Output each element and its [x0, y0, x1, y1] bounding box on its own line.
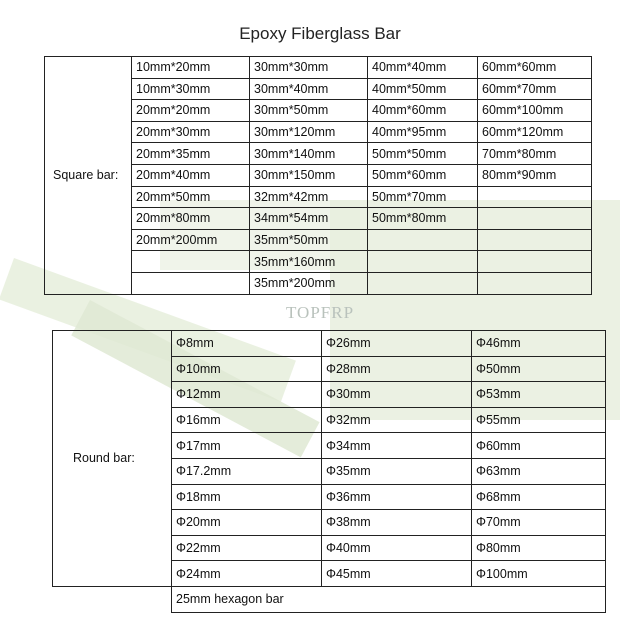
round-bar-diameter-cell: Φ80mm [472, 535, 606, 561]
table-row [45, 57, 592, 79]
table-row [53, 331, 606, 357]
square-bar-table [44, 56, 592, 295]
round-bar-diameter-cell: Φ18mm [172, 484, 322, 510]
square-bar-size-cell [368, 251, 478, 273]
round-bar-diameter-cell: Φ35mm [322, 458, 472, 484]
round-bar-diameter-cell: Φ55mm [472, 407, 606, 433]
square-bar-size-cell [478, 229, 592, 251]
square-bar-size-cell: 30mm*30mm [250, 57, 368, 79]
square-bar-size-cell: 30mm*140mm [250, 143, 368, 165]
round-bar-diameter-cell: Φ17.2mm [172, 458, 322, 484]
empty-cell [53, 586, 172, 612]
round-bar-diameter-cell: Φ32mm [322, 407, 472, 433]
square-bar-size-cell: 30mm*50mm [250, 100, 368, 122]
square-bar-label: Square bar: [45, 57, 132, 295]
round-bar-diameter-cell: Φ8mm [172, 331, 322, 357]
square-bar-size-cell [368, 272, 478, 294]
round-bar-diameter-cell: Φ36mm [322, 484, 472, 510]
round-bar-diameter-cell: Φ46mm [472, 331, 606, 357]
square-bar-size-cell: 32mm*42mm [250, 186, 368, 208]
round-bar-diameter-cell: Φ40mm [322, 535, 472, 561]
square-bar-size-cell: 35mm*160mm [250, 251, 368, 273]
round-bar-diameter-cell: Φ34mm [322, 433, 472, 459]
square-bar-size-cell: 50mm*60mm [368, 164, 478, 186]
round-bar-diameter-cell: Φ30mm [322, 382, 472, 408]
square-bar-size-cell: 40mm*50mm [368, 78, 478, 100]
square-bar-size-cell: 35mm*200mm [250, 272, 368, 294]
square-bar-size-cell: 80mm*90mm [478, 164, 592, 186]
square-bar-size-cell: 20mm*40mm [132, 164, 250, 186]
square-bar-size-cell: 35mm*50mm [250, 229, 368, 251]
round-bar-diameter-cell: Φ20mm [172, 510, 322, 536]
square-bar-size-cell: 20mm*50mm [132, 186, 250, 208]
round-bar-diameter-cell: Φ60mm [472, 433, 606, 459]
square-bar-size-cell: 20mm*35mm [132, 143, 250, 165]
square-bar-size-cell: 20mm*20mm [132, 100, 250, 122]
round-bar-diameter-cell: Φ50mm [472, 356, 606, 382]
square-bar-size-cell: 50mm*70mm [368, 186, 478, 208]
round-bar-table [52, 330, 606, 613]
square-bar-size-cell [478, 208, 592, 230]
square-bar-size-cell: 34mm*54mm [250, 208, 368, 230]
round-bar-diameter-cell: Φ26mm [322, 331, 472, 357]
round-bar-diameter-cell: Φ45mm [322, 561, 472, 587]
round-bar-diameter-cell: Φ10mm [172, 356, 322, 382]
square-bar-size-cell [132, 251, 250, 273]
round-bar-diameter-cell: Φ100mm [472, 561, 606, 587]
square-bar-size-cell: 30mm*120mm [250, 121, 368, 143]
square-bar-size-cell: 60mm*120mm [478, 121, 592, 143]
square-bar-size-cell: 50mm*80mm [368, 208, 478, 230]
round-bar-diameter-cell: Φ28mm [322, 356, 472, 382]
square-bar-size-cell [478, 272, 592, 294]
square-bar-size-cell [132, 272, 250, 294]
square-bar-size-cell: 10mm*30mm [132, 78, 250, 100]
hexagon-bar-note: 25mm hexagon bar [172, 586, 606, 612]
square-bar-size-cell: 60mm*100mm [478, 100, 592, 122]
square-bar-size-cell [478, 251, 592, 273]
square-bar-size-cell: 10mm*20mm [132, 57, 250, 79]
square-bar-size-cell: 20mm*200mm [132, 229, 250, 251]
round-bar-diameter-cell: Φ68mm [472, 484, 606, 510]
square-bar-size-cell: 50mm*50mm [368, 143, 478, 165]
round-bar-diameter-cell: Φ63mm [472, 458, 606, 484]
round-bar-diameter-cell: Φ53mm [472, 382, 606, 408]
square-bar-size-cell [478, 186, 592, 208]
square-bar-size-cell: 40mm*60mm [368, 100, 478, 122]
table-row [53, 586, 606, 612]
square-bar-size-cell: 40mm*40mm [368, 57, 478, 79]
square-bar-size-cell: 60mm*60mm [478, 57, 592, 79]
round-bar-label: Round bar: [53, 331, 172, 587]
round-bar-diameter-cell: Φ12mm [172, 382, 322, 408]
round-bar-diameter-cell: Φ38mm [322, 510, 472, 536]
square-bar-size-cell: 30mm*40mm [250, 78, 368, 100]
square-bar-size-cell: 60mm*70mm [478, 78, 592, 100]
square-bar-size-cell: 20mm*80mm [132, 208, 250, 230]
round-bar-diameter-cell: Φ24mm [172, 561, 322, 587]
round-bar-diameter-cell: Φ22mm [172, 535, 322, 561]
round-bar-diameter-cell: Φ70mm [472, 510, 606, 536]
round-bar-diameter-cell: Φ17mm [172, 433, 322, 459]
round-bar-diameter-cell: Φ16mm [172, 407, 322, 433]
page-title: Epoxy Fiberglass Bar [239, 24, 401, 43]
square-bar-size-cell: 30mm*150mm [250, 164, 368, 186]
square-bar-size-cell: 70mm*80mm [478, 143, 592, 165]
square-bar-size-cell: 40mm*95mm [368, 121, 478, 143]
watermark-text: TOPFRP [285, 303, 355, 322]
square-bar-size-cell [368, 229, 478, 251]
square-bar-size-cell: 20mm*30mm [132, 121, 250, 143]
